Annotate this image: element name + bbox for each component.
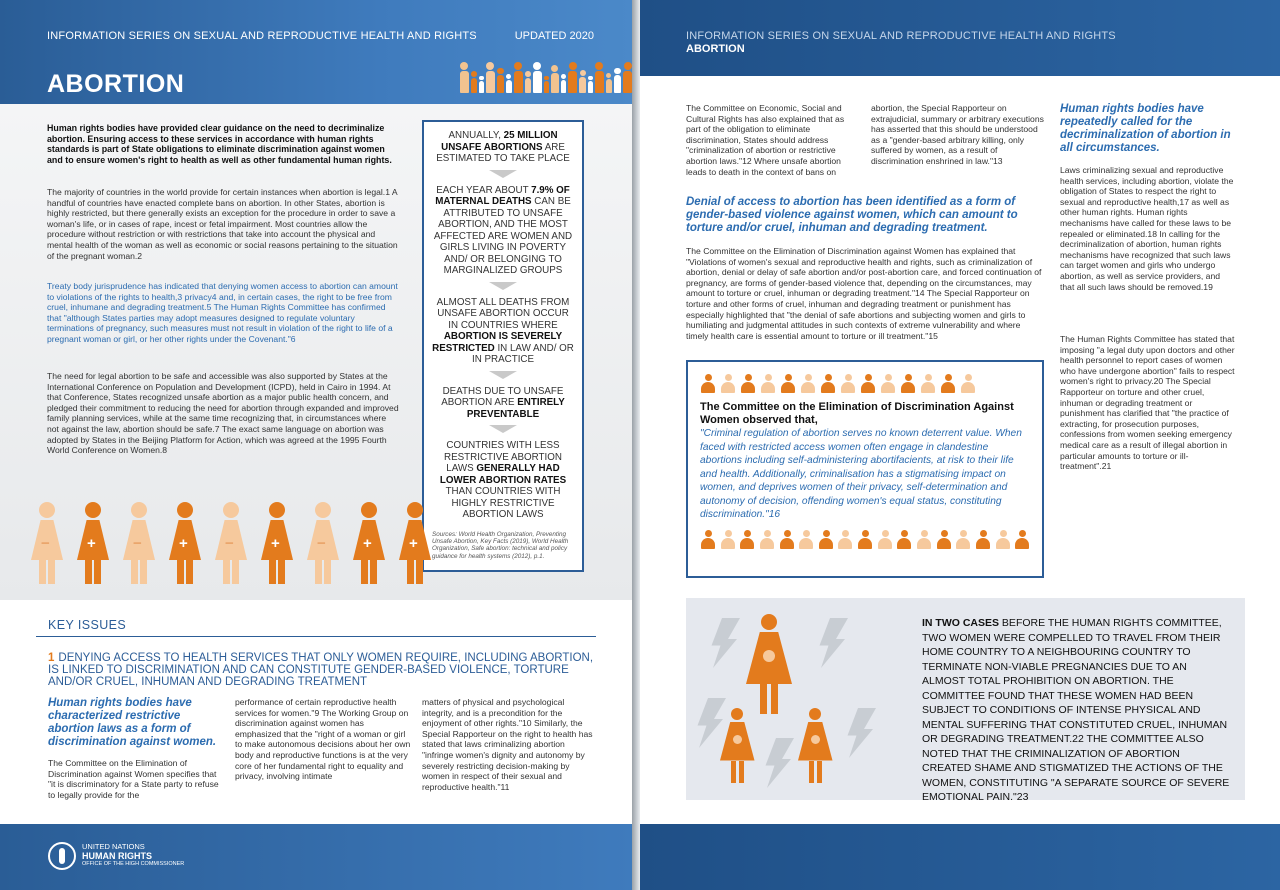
paragraph-3: The need for legal abortion to be safe and accessible was also supported by States at the International Conference on Population and Development (ICPD), held in Cairo in 1994. At that Conference, States recognized unsafe abortion as a major public health concern, and pledged their commitment to reducing the need for abortion through expanded and improved family planning services, while at the same time recognizing that, in circumstances where not against the law, abortion should be safe.7 The exact same language on abortion was adopted by States in the Beijing Platform for Action, which was agreed at the 1995 Fourth World Conference on Women.8 xyxy=(47,371,399,456)
person-icon xyxy=(700,530,716,549)
person-icon xyxy=(940,374,956,393)
woman-large-icon xyxy=(746,614,792,714)
series-title: INFORMATION SERIES ON SEXUAL AND REPRODUCTIVE HEALTH AND RIGHTS xyxy=(47,30,477,42)
person-icon xyxy=(877,530,893,549)
person-icon xyxy=(920,374,936,393)
person-icon xyxy=(818,530,834,549)
header-band xyxy=(0,0,632,104)
sources-note: Sources: World Health Organization, Preventing Unsafe Abortion, Key Facts (2019), World Health Organization, Safe abortion: technical and policy guidance for health systems (2012), p.1. xyxy=(432,530,569,560)
stat-text: THAN COUNTRIES WITH HIGHLY RESTRICTIVE ABORTION LAWS xyxy=(445,486,561,520)
person-icon xyxy=(779,530,795,549)
statistics-box xyxy=(422,120,584,572)
chevron-divider-icon xyxy=(489,425,517,434)
column-2-text: abortion, the Special Rapporteur on extrajudicial, summary or arbitrary executions has asserted that this should be understood as a "gender-based arbitrary killing, only suffered by women, as a result of discrimination enshrined in law."13 xyxy=(871,103,1044,166)
column-1-text: The Committee on Economic, Social and Cultural Rights has also explained that as part of the obligation to eliminate discrimination, States should address "criminalization of abortion or restrictive abortion laws."12 Where unsafe abortion leads to death in the context of bans on xyxy=(686,103,845,177)
person-icon xyxy=(720,530,736,549)
stat-text: ALMOST ALL DEATHS FROM UNSAFE ABORTION OCCUR IN COUNTRIES WHERE xyxy=(436,296,570,331)
right-column-para-2: The Human Rights Committee has stated that imposing "a legal duty upon doctors and other health personnel to report cases of women who have undergone abortion" fails to respect women's right to privacy.20 The Special Rapporteur on torture and other cruel, inhuman or degrading treatment or punishment has clarified that "the practice of extracting, for prosecution purposes, confessions from women seeking emergency medical care as a result of illegal abortion in particular amounts to torture or ill-treatment".21 xyxy=(1060,334,1235,472)
chevron-divider-icon xyxy=(489,371,517,380)
case-body: BEFORE THE HUMAN RIGHTS COMMITTEE, TWO WOMEN WERE COMPELLED TO TRAVEL FROM THEIR HOME COUNTRY TO A NEIGHBOURING COUNTRY TO TERMINATE NON-VIABLE PREGNANCIES DUE TO AN ALMOST TOTAL PROHIBITION ON ABORTION. THE COMMITTEE FOUND THAT THESE WOMEN HAD BEEN SUBJECT TO CONDITIONS OF INTENSE PHYSICAL AND MENTAL SUFFERING THAT CONSTITUTED CRUEL, INHUMAN OR DEGRADING TREATMENT.22 THE COMMITTEE ALSO NOTED THAT THE CRIMINALIZATION OF ABORTION CREATED SHAME AND STIGMATIZED THE ACTIONS OF THE WOMEN, CONSTITUTING "A SEPARATE SOURCE OF SEVERE EMOTIONAL PAIN."23 xyxy=(922,617,1230,803)
person-icon xyxy=(900,374,916,393)
person-icon xyxy=(506,74,511,93)
chevron-divider-icon xyxy=(489,282,517,291)
right-column-para-1: Laws criminalizing sexual and reproductive health services, including abortion, violate the obligation of States to respect the right to sexual and reproductive health,17 as well as other human rights. Human rights mechanisms have called for these laws to be repealed or eliminated.18 In calling for the decriminalization of abortion, human rights mechanisms have recognized that such laws can target women and girls who undergo abortion, as well as service providers, and that all such laws should be removed.19 xyxy=(1060,165,1234,292)
person-icon xyxy=(896,530,912,549)
person-icon xyxy=(975,530,991,549)
cedaw-paragraph: The Committee on the Elimination of Discrimination against Women has explained that "Violations of women's sexual and reproductive health and rights, such as criminalization of abortion, denial or delay of safe abortion and/or post-abortion care, and forced continuation of pregnancy, are forms of gender-based violence that, depending on the circumstances, may amount to torture or cruel, inhuman or degrading treatment."14 The Special Rapporteur on torture and other forms of cruel, inhuman and degrading treatment or punishment has especially highlighted that "the denial of safe abortions and subjecting women and girls to humiliating and judgmental attitudes in such contexts of extreme vulnerability and where timely health care is essential amount to torture or ill treatment."15 xyxy=(686,246,1042,341)
page-gutter xyxy=(632,0,640,890)
stat-text: ANNUALLY, xyxy=(448,130,504,141)
people-row-bottom xyxy=(700,530,1030,549)
chevron-divider-icon xyxy=(489,170,517,179)
person-icon xyxy=(460,62,469,93)
person-icon xyxy=(760,374,776,393)
footer-band xyxy=(640,824,1280,890)
case-lead: IN TWO CASES xyxy=(922,617,1000,629)
pull-quote-gbv: Denial of access to abortion has been identified as a form of gender-based violence against women, which can amount to torture and/or cruel, inhuman and degrading treatment. xyxy=(686,196,1018,234)
person-icon xyxy=(568,62,577,93)
person-icon xyxy=(820,374,836,393)
statistic-item xyxy=(432,386,574,421)
person-icon xyxy=(700,374,716,393)
lightning-icon xyxy=(710,618,740,668)
divider xyxy=(36,636,596,637)
woman-icon: + xyxy=(74,502,112,584)
person-icon xyxy=(740,374,756,393)
person-icon xyxy=(551,65,559,93)
stat-text: ARE ESTIMATED TO TAKE PLACE xyxy=(436,141,570,164)
person-icon xyxy=(588,76,593,93)
stat-text: EACH YEAR ABOUT xyxy=(436,184,532,196)
person-icon xyxy=(533,62,542,93)
pull-quote: Human rights bodies have characterized restrictive abortion laws as a form of discrimination against women. xyxy=(48,697,217,748)
person-icon xyxy=(579,70,586,94)
statistics-list xyxy=(432,130,574,521)
paragraph-2: Treaty body jurisprudence has indicated that denying women access to abortion can amount to violations of the rights to health,3 privacy4 and, in certain cases, the right to be free from cruel, inhumane and degrading treatment.5 The Human Rights Committee has confirmed that "although States parties may adopt measures designed to regulate voluntary terminations of pregnancy, such measures must not result in violation of the right to life of a pregnant woman or girl, or her other rights under the Covenant."6 xyxy=(47,281,398,344)
person-icon xyxy=(837,530,853,549)
person-icon xyxy=(514,62,523,93)
woman-small-icon xyxy=(720,708,755,783)
lightning-icon xyxy=(846,708,876,758)
person-icon xyxy=(497,68,504,93)
person-icon xyxy=(759,530,775,549)
person-icon xyxy=(544,76,549,93)
stat-highlight: 25 MILLION UNSAFE ABORTIONS xyxy=(441,130,558,153)
person-icon xyxy=(936,530,952,549)
person-icon xyxy=(798,530,814,549)
key-issue-1-heading xyxy=(48,652,596,688)
observation-lead: The Committee on the Elimination of Discrimination Against Women observed that, xyxy=(700,401,1014,426)
pull-quote-decriminalization: Human rights bodies have repeatedly called for the decriminalization of abortion in all circumstances. xyxy=(1060,103,1231,154)
person-icon xyxy=(561,74,566,93)
updated-label: UPDATED 2020 xyxy=(514,30,594,42)
person-icon xyxy=(606,73,612,93)
statistic-item xyxy=(432,185,574,277)
statistic-item xyxy=(432,440,574,521)
person-icon xyxy=(1014,530,1030,549)
stat-text: IN LAW AND/ OR IN PRACTICE xyxy=(471,342,574,365)
person-icon xyxy=(525,71,531,93)
lightning-icon xyxy=(764,738,794,788)
person-icon xyxy=(800,374,816,393)
key-issue-number: 1 xyxy=(48,652,55,664)
woman-icon: + xyxy=(350,502,388,584)
woman-icon: − xyxy=(212,502,250,584)
person-icon xyxy=(720,374,736,393)
key-issues-heading: KEY ISSUES xyxy=(48,618,127,632)
stat-highlight: 7.9% OF MATERNAL DEATHS xyxy=(435,184,570,207)
person-icon xyxy=(860,374,876,393)
person-icon xyxy=(916,530,932,549)
observation-box xyxy=(686,360,1044,578)
lightning-icon xyxy=(818,618,848,668)
woman-icon: − xyxy=(304,502,342,584)
woman-small-icon xyxy=(798,708,833,783)
person-icon xyxy=(880,374,896,393)
paragraph-1: The majority of countries in the world provide for certain instances when abortion is legal.1 A handful of countries have enacted complete bans on abortion. In other States, abortion is highly restricted, but there generally exists an exception for the procedure in order to save a woman's life, or in cases of rape, incest or fetal impairment. Most countries allow the procedure without restriction or with restrictions that take into account the physical and mental health of the woman as well as economic or social reasons pertaining to the situation of the pregnant woman.2 xyxy=(47,187,398,261)
un-emblem-icon xyxy=(48,842,76,870)
stat-text: DEATHS DUE TO UNSAFE ABORTION ARE xyxy=(441,385,564,408)
statistic-item xyxy=(432,297,574,366)
women-illustration xyxy=(28,502,434,584)
person-icon xyxy=(739,530,755,549)
person-icon xyxy=(486,62,495,93)
stat-text: CAN BE ATTRIBUTED TO UNSAFE ABORTION, AND THE MOST AFFECTED ARE WOMEN AND GIRLS LIVING IN POVERTY AND/ OR BELONGING TO MARGINALIZED GROUPS xyxy=(433,196,573,276)
stat-text: COUNTRIES WITH LESS RESTRICTIVE ABORTION LAWS xyxy=(444,440,562,474)
statistic-item xyxy=(432,130,574,165)
person-icon xyxy=(471,71,477,93)
person-icon xyxy=(479,76,484,93)
people-row-top xyxy=(700,374,1030,393)
un-human-rights-logo xyxy=(48,842,184,870)
woman-icon: − xyxy=(120,502,158,584)
case-box xyxy=(686,598,1245,803)
left-page xyxy=(0,0,632,890)
person-icon xyxy=(995,530,1011,549)
person-icon xyxy=(595,62,604,93)
logo-line-1: UNITED NATIONS xyxy=(82,842,145,852)
stat-highlight: ABORTION IS SEVERELY RESTRICTED xyxy=(432,331,563,354)
person-icon xyxy=(857,530,873,549)
person-icon xyxy=(955,530,971,549)
woman-icon: + xyxy=(166,502,204,584)
key-issue-col-2: performance of certain reproductive health services for women."9 The Working Group on discrimination against women has emphasized that the "right of a woman or girl to make autonomous decisions about her own body and reproductive functions is at the very core of her fundamental right to equality and privacy, involving intimate xyxy=(235,697,411,782)
page-subtitle: ABORTION xyxy=(686,43,745,55)
series-title: INFORMATION SERIES ON SEXUAL AND REPRODUCTIVE HEALTH AND RIGHTS xyxy=(686,30,1116,42)
intro-paragraph: Human rights bodies have provided clear guidance on the need to decriminalize abortion. Ensuring access to these services in accordance with human rights standards is part of State obligations to eliminate discrimination against women and to ensure women's right to health as well as other fundamental human rights. xyxy=(47,123,392,165)
woman-icon: + xyxy=(258,502,296,584)
person-icon xyxy=(780,374,796,393)
key-issue-col-1: The Committee on the Elimination of Discrimination against Women specifies that "it is discriminatory for a State party to refuse to legally provide for the xyxy=(48,758,219,800)
woman-icon: + xyxy=(396,502,434,584)
logo-line-3: OFFICE OF THE HIGH COMMISSIONER xyxy=(82,861,185,868)
observation-quote: "Criminal regulation of abortion serves no known deterrent value. When faced with restricted access women often engage in clandestine abortions including self-administering abortifacients, at risk to their life and health. Additionally, criminalisation has a stigmatising impact on women, and deprives women of their privacy, self-determination and autonomy of decision, offending women's equal status, constituting discrimination."16 xyxy=(700,428,1022,520)
person-icon xyxy=(623,62,632,93)
key-issue-col-3: matters of physical and psychological integrity, and is a precondition for the enjoyment of other rights."10 Similarly, the Special Rapporteur on the right to health has stated that laws criminalizing abortion "infringe women's dignity and autonomy by severely restricting decision-making by women in respect of their sexual and reproductive health."11 xyxy=(422,697,593,792)
header-band xyxy=(640,0,1280,76)
stat-highlight: GENERALLY HAD LOWER ABORTION RATES xyxy=(439,463,567,486)
person-icon xyxy=(614,68,621,93)
person-icon xyxy=(960,374,976,393)
logo-line-2: HUMAN RIGHTS xyxy=(82,850,152,861)
person-icon xyxy=(840,374,856,393)
woman-icon: − xyxy=(28,502,66,584)
page-title: ABORTION xyxy=(47,70,185,98)
key-issue-text: DENYING ACCESS TO HEALTH SERVICES THAT ONLY WOMEN REQUIRE, INCLUDING ABORTION, IS LINKED TO DISCRIMINATION AND CAN CONSTITUTE GENDER-BASED VIOLENCE, TORTURE AND/OR CRUEL, INHUMAN AND DEGRADING TREATMENT xyxy=(48,652,594,688)
stat-highlight: ENTIRELY PREVENTABLE xyxy=(466,397,565,420)
case-text xyxy=(922,616,1232,805)
family-illustration xyxy=(460,62,632,93)
right-page xyxy=(640,0,1280,890)
